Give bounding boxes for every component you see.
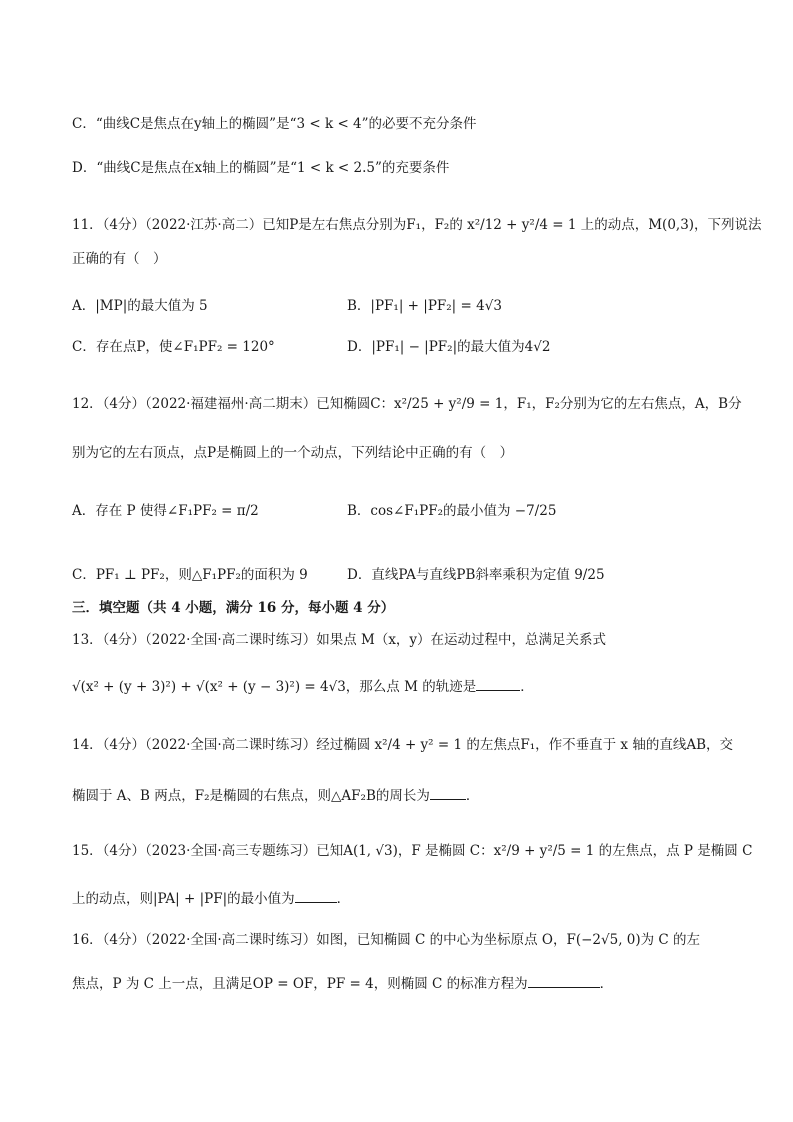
option-d-text: D．“曲线C是焦点在x轴上的椭圆”是“1 < k < 2.5”的充要条件 bbox=[72, 160, 450, 176]
answer-blank[interactable] bbox=[476, 676, 520, 691]
q12-option-b-text: B．cos∠F₁PF₂的最小值为 −7/25 bbox=[347, 503, 557, 519]
q12-option-a-text: A．存在 P 使得∠F₁PF₂ = π/2 bbox=[72, 503, 259, 519]
question-13-stem bbox=[72, 630, 606, 650]
question-14-stem bbox=[72, 735, 733, 755]
q16-text-1: 16．（4分）（2022·全国·高二课时练习）如图，已知椭圆 C 的中心为坐标原点 O，F(−2√5, 0)为 C 的左 bbox=[72, 932, 701, 948]
q12-option-b bbox=[347, 501, 556, 521]
q11-text-2: 正确的有（ ） bbox=[72, 251, 167, 267]
question-14-stem-cont: 椭圆于 A、B 两点，F₂是椭圆的右焦点，则△AF₂B的周长为 ． bbox=[72, 785, 479, 806]
question-16-stem-cont: 焦点，P 为 C 上一点，且满足OP = OF，PF = 4，则椭圆 C 的标准方程为 ． bbox=[72, 973, 613, 994]
option-c-text: C．“曲线C是焦点在y轴上的椭圆”是“3 < k < 4”的必要不充分条件 bbox=[72, 116, 477, 132]
q11-option-d bbox=[347, 337, 550, 357]
q16-text-2: 焦点，P 为 C 上一点，且满足OP = OF，PF = 4，则椭圆 C 的标准方程为 bbox=[72, 976, 528, 992]
q12-option-c bbox=[72, 565, 308, 585]
q12-text-2: 别为它的左右顶点，点P是椭圆上的一个动点，下列结论中正确的有（ ） bbox=[72, 445, 514, 461]
question-16-stem bbox=[72, 930, 700, 950]
q11-option-b bbox=[347, 296, 502, 316]
q13-text-2: √(x² + (y + 3)²) + √(x² + (y − 3)²) = 4√3，那么点 M 的轨迹是 bbox=[72, 679, 477, 695]
question-11-stem-cont bbox=[72, 249, 167, 269]
question-13-stem-cont: √(x² + (y + 3)²) + √(x² + (y − 3)²) = 4√3，那么点 M 的轨迹是 ． bbox=[72, 676, 534, 697]
question-11-stem bbox=[72, 215, 762, 235]
q12-option-a bbox=[72, 501, 259, 521]
q14-text-1: 14．（4分）（2022·全国·高二课时练习）经过椭圆 x²/4 + y² = 1 的左焦点F₁，作不垂直于 x 轴的直线AB，交 bbox=[72, 737, 734, 753]
question-15-stem bbox=[72, 841, 752, 861]
section-3-title: 三．填空题（共 4 小题，满分 16 分，每小题 4 分） bbox=[72, 600, 395, 616]
q11-text-1: 11．（4分）（2022·江苏·高二）已知P是左右焦点分别为F₁，F₂的 x²/12 + y²/4 = 1 上的动点，M(0,3)，下列说法 bbox=[72, 217, 762, 233]
q14-text-2: 椭圆于 A、B 两点，F₂是椭圆的右焦点，则△AF₂B的周长为 bbox=[72, 788, 430, 804]
q11-option-a bbox=[72, 296, 208, 316]
option-d-line bbox=[72, 158, 449, 178]
answer-blank[interactable] bbox=[295, 888, 337, 903]
answer-blank[interactable] bbox=[528, 973, 600, 988]
q12-text-1: 12．（4分）（2022·福建福州·高二期末）已知椭圆C：x²/25 + y²/9 = 1，F₁，F₂分别为它的左右焦点，A，B分 bbox=[72, 396, 742, 412]
section-3-heading bbox=[72, 598, 394, 618]
option-c-line bbox=[72, 114, 477, 134]
q13-text-1: 13．（4分）（2022·全国·高二课时练习）如果点 M（x，y）在运动过程中，总满足关系式 bbox=[72, 632, 607, 648]
q11-option-b-text: B．|PF₁| + |PF₂| = 4√3 bbox=[347, 298, 502, 314]
answer-blank[interactable] bbox=[430, 785, 466, 800]
q12-option-c-text: C．PF₁ ⊥ PF₂，则△F₁PF₂的面积为 9 bbox=[72, 567, 308, 583]
q15-text-2: 上的动点，则|PA| + |PF|的最小值为 bbox=[72, 891, 295, 907]
q15-text-1: 15．（4分）（2023·全国·高三专题练习）已知A(1, √3)，F 是椭圆 C：x²/9 + y²/5 = 1 的左焦点，点 P 是椭圆 C bbox=[72, 843, 753, 859]
question-15-stem-cont: 上的动点，则|PA| + |PF|的最小值为 ． bbox=[72, 888, 350, 909]
q11-option-c-text: C．存在点P，使∠F₁PF₂ = 120° bbox=[72, 339, 275, 355]
q11-option-c bbox=[72, 337, 275, 357]
q11-option-a-text: A．|MP|的最大值为 5 bbox=[72, 298, 208, 314]
question-12-stem-cont bbox=[72, 443, 513, 463]
q11-option-d-text: D．|PF₁| − |PF₂|的最大值为4√2 bbox=[347, 339, 551, 355]
q12-option-d bbox=[347, 565, 605, 585]
question-12-stem bbox=[72, 394, 742, 414]
q12-option-d-text: D．直线PA与直线PB斜率乘积为定值 9/25 bbox=[347, 567, 605, 583]
